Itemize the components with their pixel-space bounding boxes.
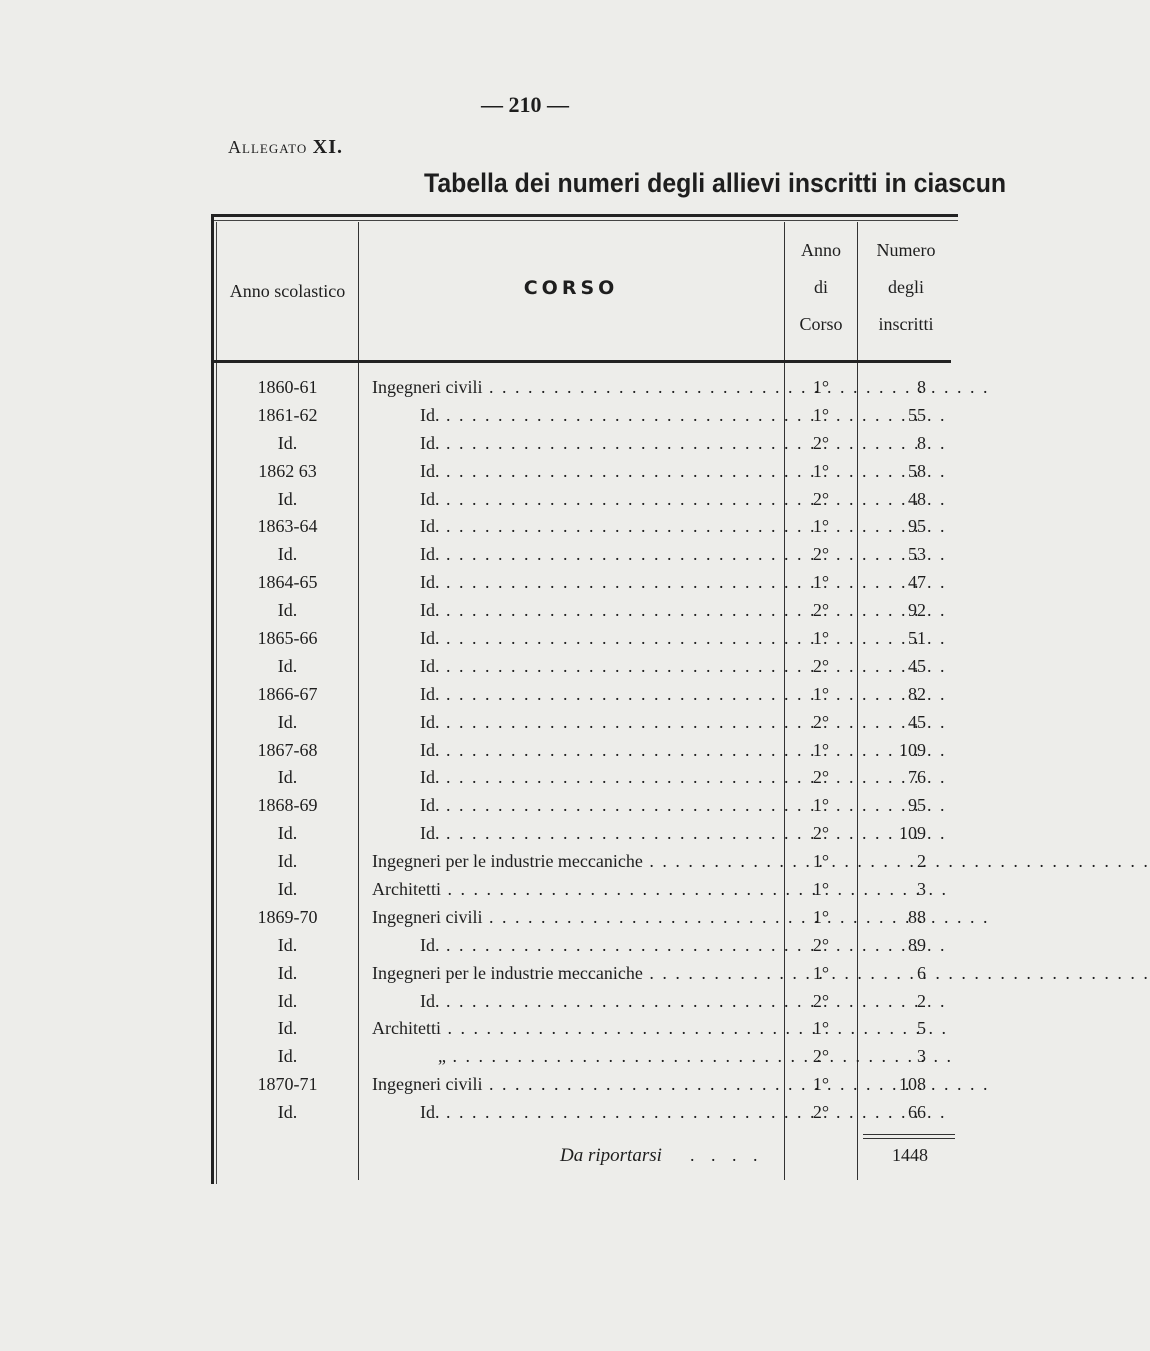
row-school-year: Id. bbox=[277, 851, 298, 872]
row-enrolled-count bbox=[858, 402, 954, 430]
row-school-year: Id. bbox=[277, 990, 298, 1011]
row-course-year: 1° bbox=[812, 377, 830, 397]
row-enrolled-count-value: 45 bbox=[908, 711, 926, 732]
table-row bbox=[0, 737, 958, 765]
row-course: Id. . . . bbox=[372, 625, 782, 653]
row-course: Architetti . . . bbox=[372, 876, 782, 904]
row-enrolled-count bbox=[858, 513, 954, 541]
row-enrolled-count-value: 66 bbox=[908, 1102, 926, 1123]
row-enrolled-count-value: 95 bbox=[908, 516, 926, 537]
row-school-year: Id. bbox=[277, 879, 298, 900]
table-row bbox=[0, 625, 958, 653]
row-enrolled-count-value: 58 bbox=[908, 460, 926, 481]
row-course: Id. . . . bbox=[372, 597, 782, 625]
table-row bbox=[0, 430, 958, 458]
row-course: Id. . . . bbox=[372, 486, 782, 514]
row-course-year: 1° bbox=[812, 683, 830, 704]
row-enrolled-count-value: 88 bbox=[908, 906, 926, 927]
row-course-year: 1° bbox=[812, 404, 830, 425]
row-course-year: 2° bbox=[812, 711, 830, 732]
row-enrolled-count-value: 3 bbox=[917, 879, 926, 900]
row-enrolled-count bbox=[858, 904, 954, 932]
row-enrolled-count-value: 109 bbox=[899, 739, 926, 760]
row-school-year: Id. bbox=[277, 767, 298, 788]
row-course: Id. . . . bbox=[372, 764, 782, 792]
row-course-year: 1° bbox=[812, 739, 830, 760]
row-enrolled-count bbox=[858, 458, 954, 486]
table-row bbox=[0, 848, 958, 876]
row-enrolled-count bbox=[858, 737, 954, 765]
row-course-year: 2° bbox=[812, 600, 830, 621]
row-school-year: Id. bbox=[277, 600, 298, 621]
row-enrolled-count-value: 53 bbox=[908, 544, 926, 565]
row-enrolled-count bbox=[858, 625, 954, 653]
row-course: Ingegneri civili . . . bbox=[372, 374, 782, 402]
table-row bbox=[0, 1071, 958, 1099]
table-top-rule-thin bbox=[211, 220, 958, 221]
row-enrolled-count-value: 2 bbox=[917, 851, 926, 872]
row-enrolled-count-value: 2 bbox=[917, 990, 926, 1011]
row-enrolled-count bbox=[858, 988, 954, 1016]
row-course-year: 1° bbox=[812, 851, 830, 872]
row-enrolled-count-value: 47 bbox=[908, 572, 926, 593]
row-enrolled-count bbox=[858, 960, 954, 988]
table-row bbox=[0, 541, 958, 569]
row-school-year: Id. bbox=[277, 1102, 298, 1123]
header-course: CORSO bbox=[523, 277, 619, 299]
row-course-year: 1° bbox=[812, 1018, 830, 1039]
row-course: Ingegneri per le industrie meccaniche . . . bbox=[372, 960, 782, 988]
row-enrolled-count bbox=[858, 1099, 954, 1127]
row-course-year: 2° bbox=[812, 432, 830, 453]
row-course: Id. . . . bbox=[372, 513, 782, 541]
row-enrolled-count bbox=[858, 541, 954, 569]
row-enrolled-count bbox=[858, 374, 954, 402]
row-course: Id. . . . bbox=[372, 932, 782, 960]
row-course: Id. . . . bbox=[372, 569, 782, 597]
table-row bbox=[0, 597, 958, 625]
row-enrolled-count bbox=[858, 597, 954, 625]
row-enrolled-count bbox=[858, 876, 954, 904]
attachment-number: XI. bbox=[312, 136, 343, 158]
row-course-year: 2° bbox=[812, 934, 830, 955]
row-course-year: 2° bbox=[812, 544, 830, 565]
row-enrolled-count bbox=[858, 1071, 954, 1099]
carry-forward-total bbox=[858, 1145, 954, 1166]
row-course: Id. . . . bbox=[372, 653, 782, 681]
carry-forward-leader: . . . . bbox=[690, 1145, 764, 1165]
header-school-year: Anno scolastico bbox=[229, 281, 346, 301]
row-school-year: 1867-68 bbox=[257, 739, 318, 760]
table-row bbox=[0, 486, 958, 514]
table-title: Tabella dei numeri degli allievi inscritti in ciascun bbox=[424, 168, 1007, 198]
attachment-label bbox=[228, 136, 343, 159]
row-enrolled-count-value: 108 bbox=[899, 1074, 926, 1095]
table-row bbox=[0, 402, 958, 430]
row-course: Id. . . . bbox=[372, 988, 782, 1016]
table-row bbox=[0, 513, 958, 541]
table-row bbox=[0, 820, 958, 848]
row-enrolled-count-value: 8 bbox=[917, 432, 926, 453]
row-enrolled-count-value: 76 bbox=[908, 767, 926, 788]
row-course-year: 2° bbox=[812, 655, 830, 676]
row-school-year: 1861-62 bbox=[257, 404, 318, 425]
table-row bbox=[0, 458, 958, 486]
row-course-year: 1° bbox=[812, 879, 830, 900]
row-course: Id. . . . bbox=[372, 681, 782, 709]
row-enrolled-count bbox=[858, 848, 954, 876]
row-enrolled-count-value: 48 bbox=[908, 488, 926, 509]
row-enrolled-count-value: 6 bbox=[917, 962, 926, 983]
row-school-year: Id. bbox=[277, 823, 298, 844]
total-rule-double bbox=[863, 1138, 955, 1139]
row-enrolled-count-value: 109 bbox=[899, 823, 926, 844]
page-number: — 210 — bbox=[481, 92, 569, 117]
table-row bbox=[0, 569, 958, 597]
header-count-line3: inscritti bbox=[878, 314, 934, 334]
row-course-year: 1° bbox=[812, 795, 830, 816]
row-school-year: Id. bbox=[277, 432, 298, 453]
row-school-year: 1864-65 bbox=[257, 572, 318, 593]
row-school-year: Id. bbox=[277, 934, 298, 955]
row-course: Ingegneri civili . . . bbox=[372, 1071, 782, 1099]
row-course-year: 1° bbox=[812, 906, 830, 927]
row-course-year: 2° bbox=[812, 1046, 830, 1067]
table-row bbox=[0, 1099, 958, 1127]
table-row bbox=[0, 764, 958, 792]
table-row bbox=[0, 932, 958, 960]
table-top-rule bbox=[211, 214, 958, 217]
row-course: Id. . . . bbox=[372, 709, 782, 737]
row-school-year: 1863-64 bbox=[257, 516, 318, 537]
row-enrolled-count bbox=[858, 792, 954, 820]
table-row bbox=[0, 374, 958, 402]
row-school-year: Id. bbox=[277, 1018, 298, 1039]
row-school-year: 1866-67 bbox=[257, 683, 318, 704]
carry-forward-total-value: 1448 bbox=[892, 1145, 928, 1165]
header-course-year-line3: Corso bbox=[799, 314, 843, 334]
row-course: Ingegneri per le industrie meccaniche . . . bbox=[372, 848, 782, 876]
header-course-year-line1: Anno bbox=[801, 240, 841, 260]
row-school-year: 1860-61 bbox=[257, 377, 318, 397]
row-course-year: 2° bbox=[812, 767, 830, 788]
row-enrolled-count-value: 92 bbox=[908, 600, 926, 621]
row-course: Id. . . . bbox=[372, 737, 782, 765]
row-course: Ingegneri civili . . . bbox=[372, 904, 782, 932]
row-school-year: 1865-66 bbox=[257, 628, 318, 649]
row-course-year: 1° bbox=[812, 628, 830, 649]
row-course: Id. . . . bbox=[372, 458, 782, 486]
row-course: Id. . . . bbox=[372, 792, 782, 820]
row-course: Id. . . . bbox=[372, 430, 782, 458]
row-school-year: 1870-71 bbox=[257, 1074, 318, 1095]
table-row bbox=[0, 709, 958, 737]
attachment-word: Allegato bbox=[228, 137, 308, 157]
row-enrolled-count-value: 95 bbox=[908, 795, 926, 816]
row-enrolled-count bbox=[858, 653, 954, 681]
row-course-year: 1° bbox=[812, 460, 830, 481]
row-school-year: 1869-70 bbox=[257, 906, 318, 927]
header-rule bbox=[211, 360, 951, 363]
row-enrolled-count-value: 89 bbox=[908, 934, 926, 955]
row-school-year: Id. bbox=[277, 488, 298, 509]
header-count-line1: Numero bbox=[876, 240, 936, 260]
row-enrolled-count bbox=[858, 681, 954, 709]
row-course-year: 2° bbox=[812, 990, 830, 1011]
row-enrolled-count-value: 3 bbox=[917, 1046, 926, 1067]
row-course-year: 1° bbox=[812, 962, 830, 983]
row-course-year: 1° bbox=[812, 572, 830, 593]
table-body bbox=[0, 374, 958, 1127]
table-row bbox=[0, 1015, 958, 1043]
row-school-year: 1862 63 bbox=[258, 460, 317, 481]
row-enrolled-count-value: 45 bbox=[908, 655, 926, 676]
row-school-year: Id. bbox=[277, 711, 298, 732]
row-enrolled-count bbox=[858, 1043, 954, 1071]
header-course-year-line2: di bbox=[813, 277, 828, 297]
row-enrolled-count bbox=[858, 569, 954, 597]
row-enrolled-count-value: 51 bbox=[908, 628, 926, 649]
row-school-year: 1868-69 bbox=[257, 795, 318, 816]
row-course: Id. . . . bbox=[372, 820, 782, 848]
row-school-year: Id. bbox=[277, 1046, 298, 1067]
table-row bbox=[0, 988, 958, 1016]
row-enrolled-count bbox=[858, 1015, 954, 1043]
row-enrolled-count bbox=[858, 932, 954, 960]
header-count-line2: degli bbox=[888, 277, 924, 297]
row-enrolled-count bbox=[858, 820, 954, 848]
row-school-year: Id. bbox=[277, 962, 298, 983]
row-course-year: 2° bbox=[812, 488, 830, 509]
table-row bbox=[0, 653, 958, 681]
row-enrolled-count bbox=[858, 486, 954, 514]
header-course-year bbox=[785, 232, 857, 343]
row-course: Id. . . . bbox=[372, 402, 782, 430]
table-row bbox=[0, 1043, 958, 1071]
row-enrolled-count bbox=[858, 430, 954, 458]
row-school-year: Id. bbox=[277, 655, 298, 676]
row-enrolled-count bbox=[858, 764, 954, 792]
row-course: Id. . . . bbox=[372, 1099, 782, 1127]
row-course-year: 1° bbox=[812, 516, 830, 537]
row-course: „ . . . bbox=[372, 1043, 782, 1071]
row-course-year: 2° bbox=[812, 823, 830, 844]
table-row bbox=[0, 792, 958, 820]
row-course: Id. . . . bbox=[372, 541, 782, 569]
table-row bbox=[0, 904, 958, 932]
row-enrolled-count-value: 55 bbox=[908, 404, 926, 425]
row-enrolled-count bbox=[858, 709, 954, 737]
row-course-year: 2° bbox=[812, 1102, 830, 1123]
table-row bbox=[0, 681, 958, 709]
row-course-year: 1° bbox=[812, 1074, 830, 1095]
row-course: Architetti . . . bbox=[372, 1015, 782, 1043]
row-enrolled-count-value: 82 bbox=[908, 683, 926, 704]
row-enrolled-count-value: 5 bbox=[917, 1018, 926, 1039]
carry-forward-label: Da riportarsi bbox=[560, 1145, 662, 1166]
table-row bbox=[0, 876, 958, 904]
header-enrolled-count bbox=[858, 232, 954, 343]
row-school-year: Id. bbox=[277, 544, 298, 565]
row-enrolled-count-value: 8 bbox=[917, 377, 926, 397]
table-row bbox=[0, 960, 958, 988]
total-rule bbox=[863, 1134, 955, 1135]
